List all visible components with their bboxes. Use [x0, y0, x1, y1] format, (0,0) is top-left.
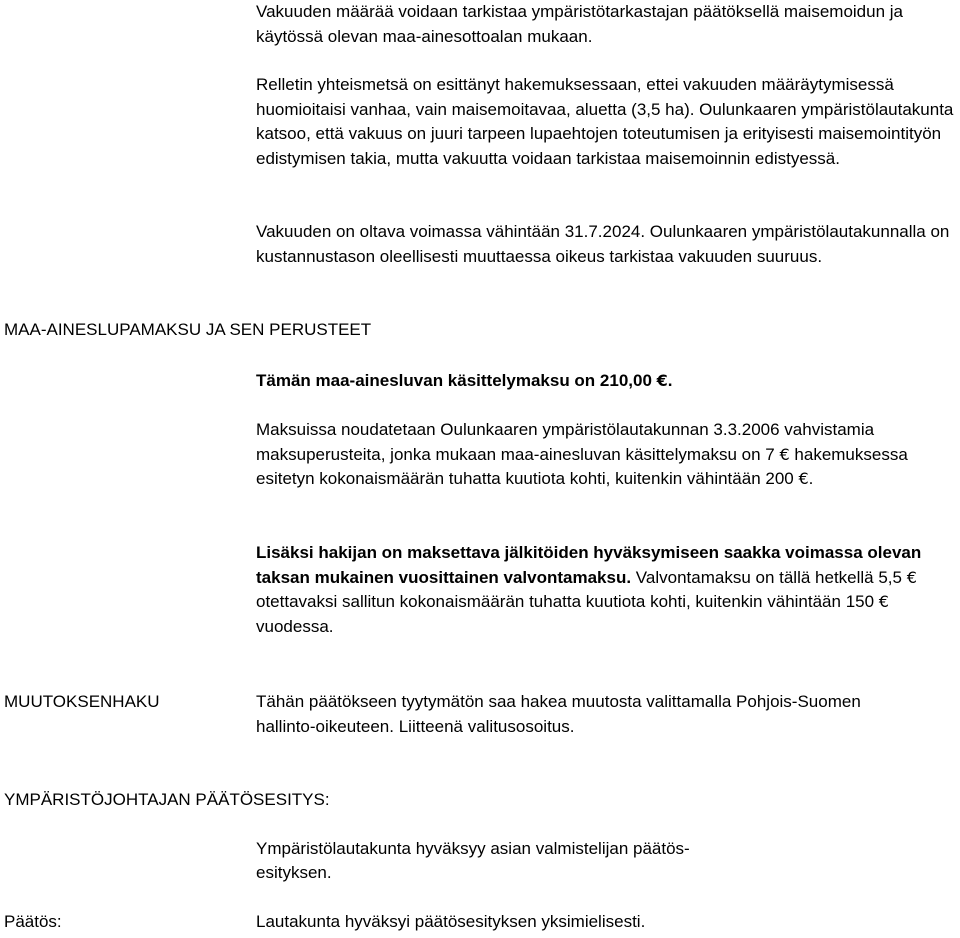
appeal-text: Tähän päätökseen tyytymätön saa hakea muutosta valittamalla Pohjois-Suomen hallinto-oikeuteen. Liitteenä valitusosoitus.	[256, 692, 861, 736]
euro-symbol: €	[798, 469, 809, 488]
fee-basis-text-a: Maksuissa noudatetaan Oulunkaaren ympäristölautakunnan 3.3.2006 vahvistamia maksuperusteita, jonka mukaan maa-ainesluvan käsittelymaksu on 7	[256, 420, 875, 464]
fee-amount-text	[256, 369, 958, 394]
euro-symbol: €	[656, 371, 668, 390]
fee-amount-end: .	[667, 371, 673, 390]
supervision-text-a: Valvontamaksu on tällä hetkellä 5,5	[631, 567, 907, 587]
euro-symbol: €	[906, 567, 917, 587]
fee-basis-text-c: .	[808, 469, 814, 488]
supervision-fee-paragraph	[256, 541, 958, 639]
supervision-text-c: vuodessa.	[256, 616, 334, 636]
supervision-fee-bold: Lisäksi hakijan on maksettava jälkitöiden hyväksymiseen saakka voimassa olevan taksan mukainen vuosittainen valvontamaksu.	[256, 543, 922, 587]
decision-text: Lautakunta hyväksyi päätösesityksen yksimielisesti.	[256, 912, 646, 931]
paragraph-guarantee-validity: Vakuuden on oltava voimassa vähintään 31.7.2024. Oulunkaaren ympäristölautakunnalla on kustannustason oleellisesti muuttaessa oikeus tarkistaa vakuuden suuruus.	[256, 222, 950, 266]
proposal-text-line-2: esityksen.	[256, 863, 332, 882]
paragraph-applicant-request: Relletin yhteismetsä on esittänyt hakemuksessaan, ettei vakuuden määräytymisessä huomioitaisi vanhaa, vain maisemoitavaa, aluetta (3,5 ha). Oulunkaaren ympäristölautakunta katsoo, että vakuus on juuri tarpeen lupaehtojen toteutumisen ja erityisesti maisemointityön edistymisen takia, mutta vakuutta voidaan tarkistaa maisemoinnin edistyessä.	[256, 75, 954, 168]
decision-label: Päätös:	[4, 912, 62, 931]
section-heading-appeal: MUUTOKSENHAKU	[4, 692, 160, 711]
fee-amount-label: Tämän maa-ainesluvan käsittelymaksu on 210,00	[256, 371, 657, 390]
euro-symbol: €	[878, 592, 889, 611]
fee-basis-text-b: hakemuksessa esitetyn kokonaismäärän tuhatta kuutiota kohti, kuitenkin vähintään 200	[256, 444, 908, 488]
proposal-text-line-1: Ympäristölautakunta hyväksyy asian valmistelijan päätös-	[256, 839, 690, 858]
fee-basis-paragraph	[256, 418, 958, 492]
section-heading-proposal: YMPÄRISTÖJOHTAJAN PÄÄTÖSESITYS:	[4, 790, 330, 809]
section-heading-fee: MAA-AINESLUPAMAKSU JA SEN PERUSTEET	[4, 320, 372, 339]
euro-symbol: €	[779, 444, 790, 464]
supervision-text-b: otettavaksi sallitun kokonaismäärän tuhatta kuutiota kohti, kuitenkin vähintään 150	[256, 592, 879, 611]
paragraph-guarantee-review: Vakuuden määrää voidaan tarkistaa ympäristötarkastajan päätöksellä maisemoidun ja käytössä olevan maa-ainesottoalan mukaan.	[256, 2, 903, 46]
